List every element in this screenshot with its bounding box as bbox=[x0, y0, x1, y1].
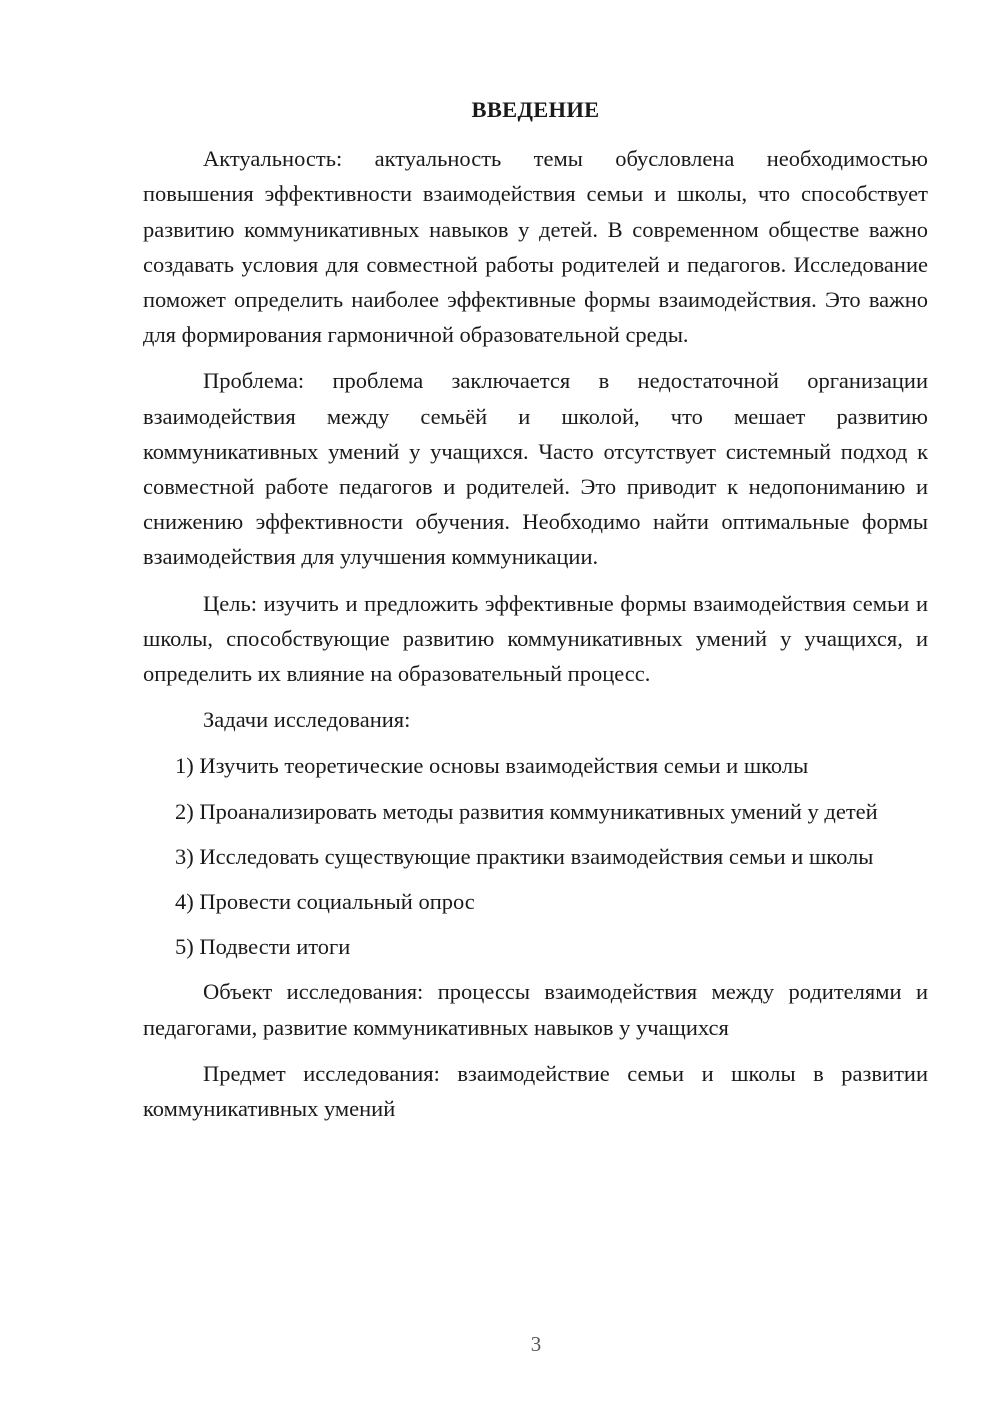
task-item: 3) Исследовать существующие практики взаимодействия семьи и школы bbox=[175, 843, 874, 869]
page-number: 3 bbox=[530, 1332, 542, 1356]
page-title: ВВЕДЕНИЕ bbox=[471, 97, 600, 122]
tasks-heading: Задачи исследования: bbox=[203, 707, 411, 733]
task-item: 5) Подвести итоги bbox=[175, 934, 351, 960]
document-page bbox=[143, 92, 928, 1137]
task-item: 4) Провести социальный опрос bbox=[175, 889, 475, 915]
paragraph-subject: Предмет исследования: взаимодействие семьи и школы в развитии коммуникативных умений bbox=[143, 1060, 928, 1122]
task-item: 2) Проанализировать методы развития коммуникативных умений у детей bbox=[175, 798, 878, 824]
task-item: 1) Изучить теоретические основы взаимодействия семьи и школы bbox=[175, 753, 809, 779]
paragraph-problem: Проблема: проблема заключается в недостаточной организации взаимодействия между семьёй и школой, что мешает развитию коммуникативных умений у учащихся. Часто отсутствует системный подход к совместной работе педагогов и родителей. Это приводит к недопониманию и снижению эффективности обучения. Необходимо найти оптимальные формы взаимодействия для улучшения коммуникации. bbox=[143, 368, 928, 570]
paragraph-object: Объект исследования: процессы взаимодействия между родителями и педагогами, развитие коммуникативных навыков у учащихся bbox=[143, 979, 928, 1040]
paragraph-goal: Цель: изучить и предложить эффективные формы взаимодействия семьи и школы, способствующие развитию коммуникативных умений у учащихся, и определить их влияние на образовательный процесс. bbox=[143, 590, 928, 687]
paragraph-relevance: Актуальность: актуальность темы обусловлена необходимостью повышения эффективности взаимодействия семьи и школы, что способствует развитию коммуникативных навыков у детей. В современном обществе важно создавать условия для совместной работы родителей и педагогов. Исследование поможет определить наиболее эффективные формы взаимодействия. Это важно для формирования гармоничной образовательной среды. bbox=[143, 146, 928, 348]
